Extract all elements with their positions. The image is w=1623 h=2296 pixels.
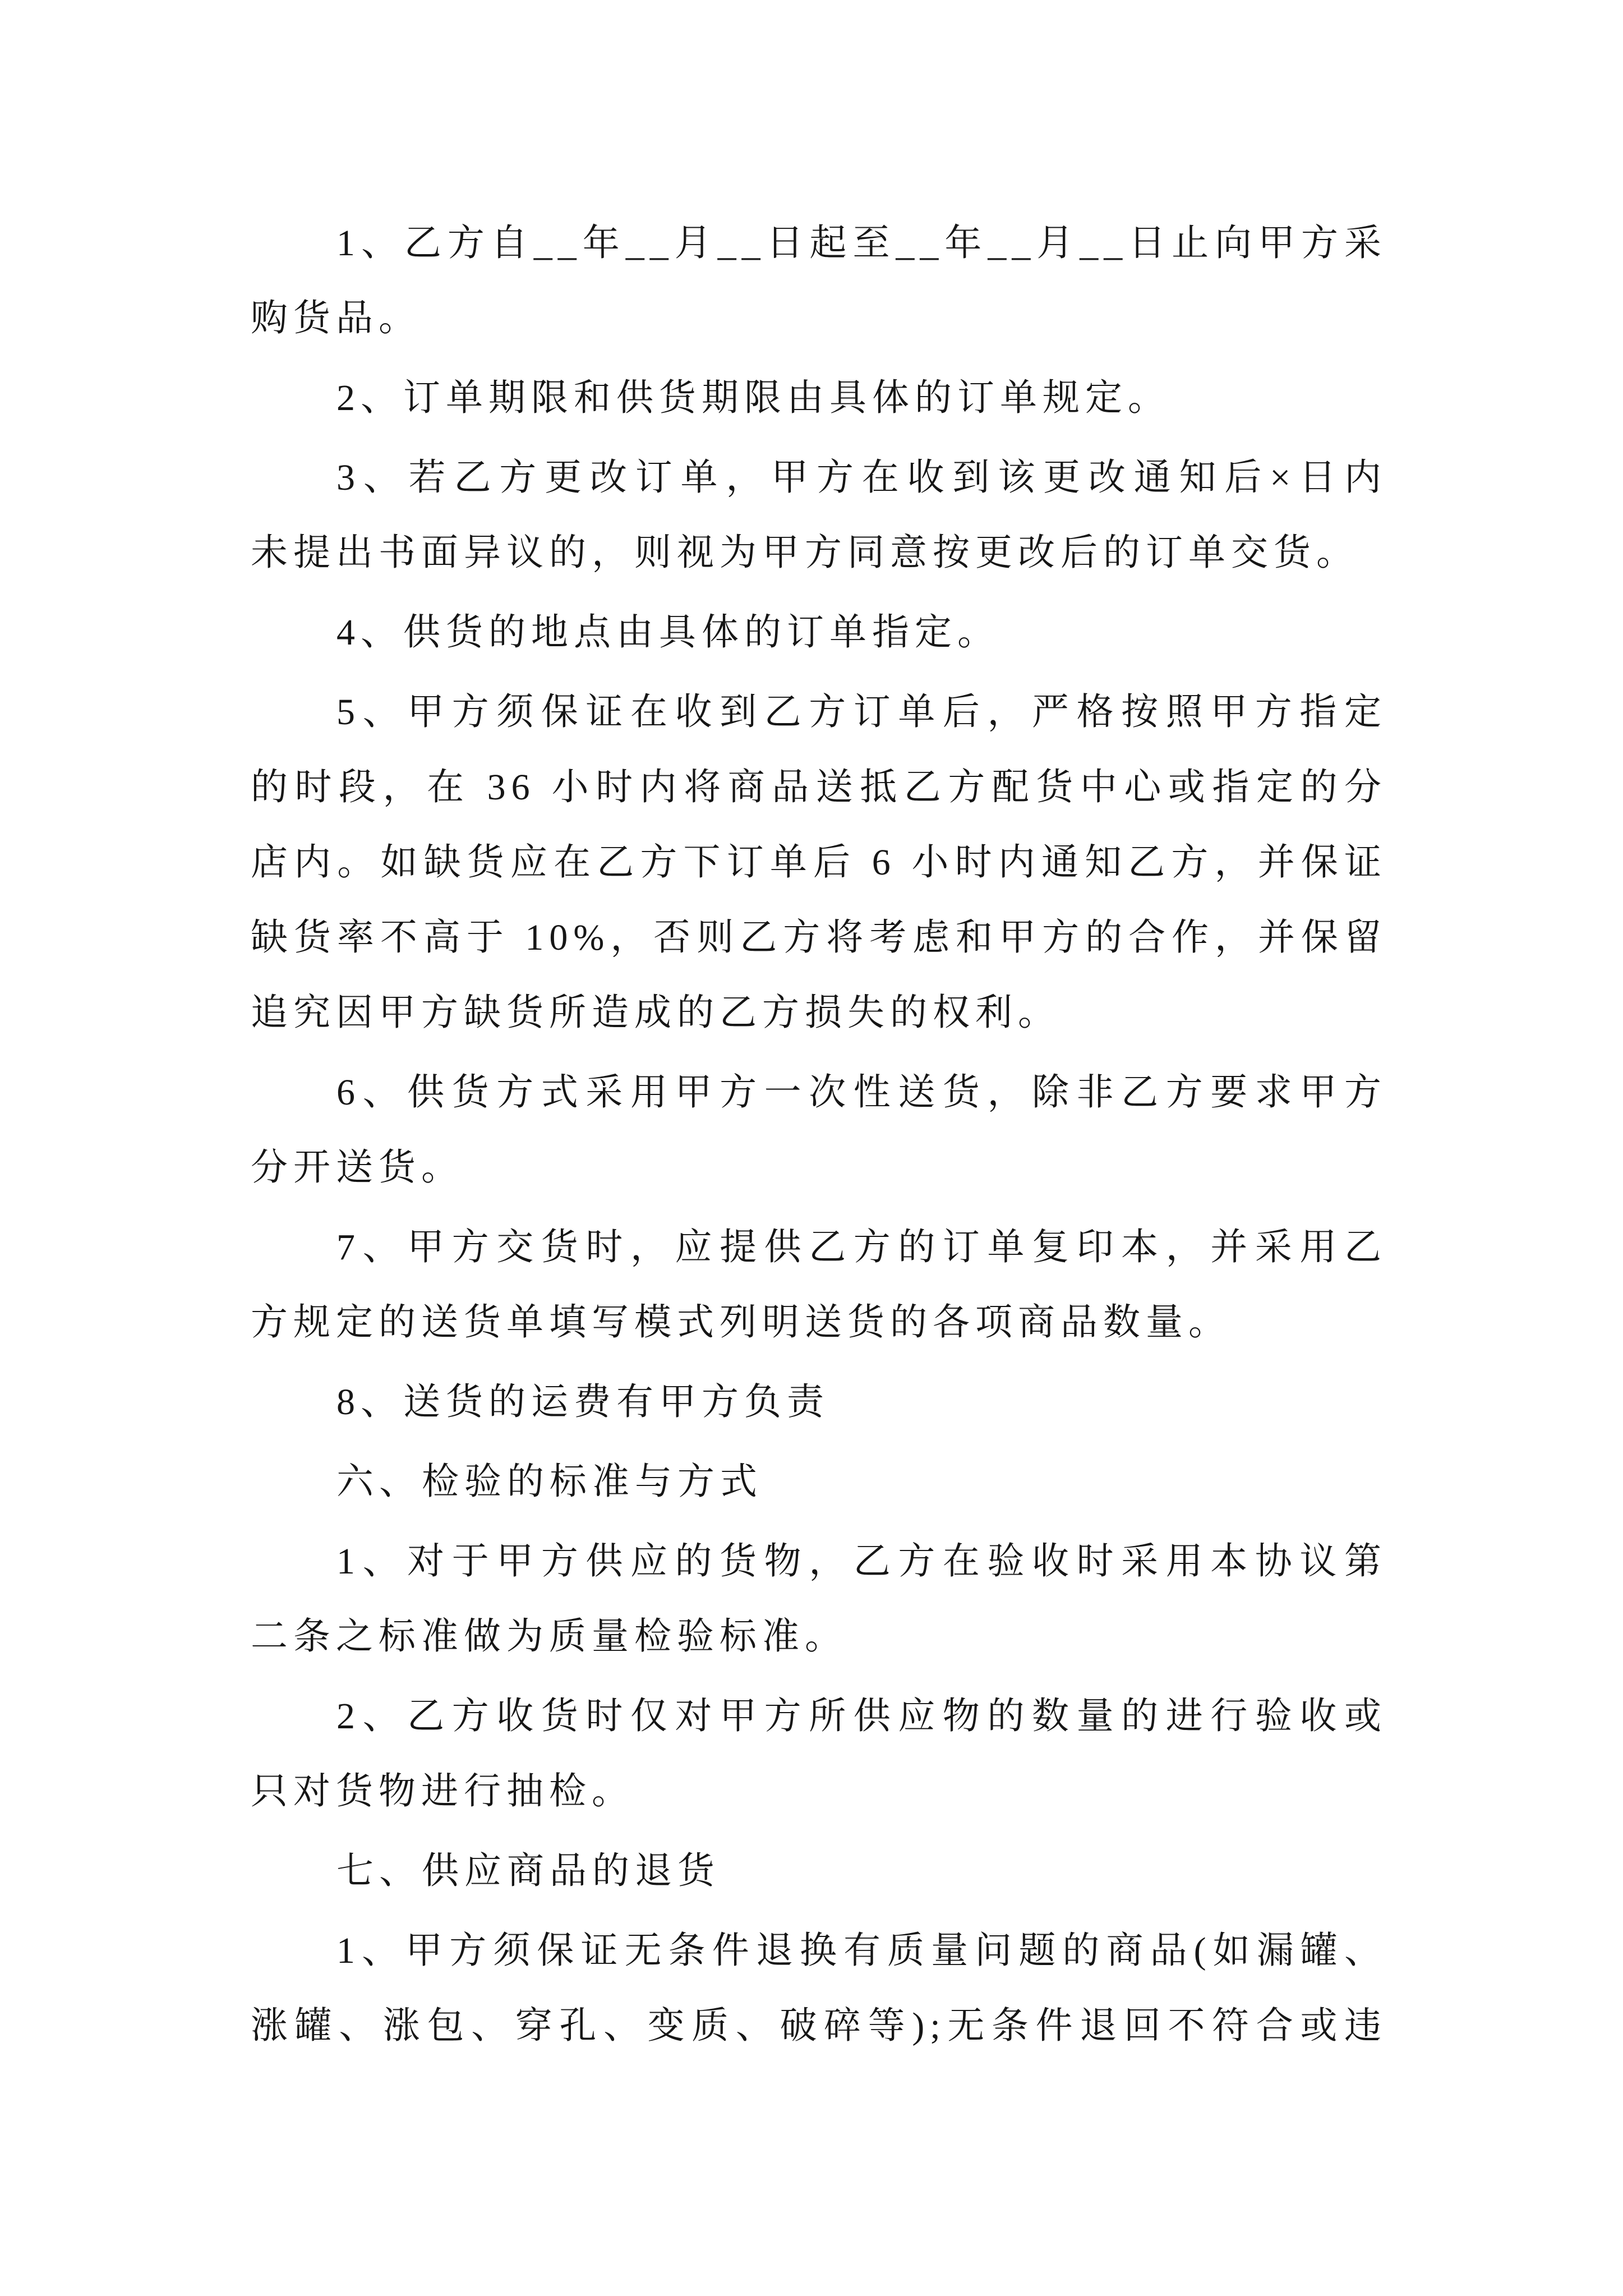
paragraph-line: 2、订单期限和供货期限由具体的订单规定。 [336,378,1170,418]
paragraph-line: 购货品。 [251,298,421,339]
paragraph-line: 1、对于甲方供应的货物，乙方在验收时采用本协议第 [336,1541,1387,1582]
clause-freight-cost [251,1365,1387,1440]
section-heading: 六、检验的标准与方式 [336,1461,763,1502]
clause-receiving-check [251,1679,1387,1829]
paragraph-line: 分开送货。 [251,1147,464,1188]
paragraph-line: 只对货物进行抽检。 [251,1771,634,1812]
clause-inspection-standard [251,1524,1387,1674]
paragraph-line: 5、甲方须保证在收到乙方订单后，严格按照甲方指定 [336,692,1387,733]
paragraph-line: 的时段，在 36 小时内将商品送抵乙方配货中心或指定的分 [251,767,1387,808]
paragraph-line: 8、送货的运费有甲方负责 [336,1382,829,1423]
paragraph-line: 2、乙方收货时仅对甲方所供应物的数量的进行验收或 [336,1696,1387,1737]
clause-delivery-documents [251,1210,1387,1360]
paragraph-line: 1、甲方须保证无条件退换有质量问题的商品(如漏罐、 [336,1930,1387,1971]
clause-purchase-period [251,206,1387,356]
paragraph-line: 店内。如缺货应在乙方下订单后 6 小时内通知乙方，并保证 [251,842,1387,883]
paragraph-line: 缺货率不高于 10%，否则乙方将考虑和甲方的合作，并保留 [251,917,1387,958]
paragraph-line: 方规定的送货单填写模式列明送货的各项商品数量。 [251,1302,1231,1343]
clause-delivery-timing [251,675,1387,1051]
clause-order-terms [251,361,1387,436]
paragraph-line: 涨罐、涨包、穿孔、变质、破碎等);无条件退回不符合或违 [251,2005,1387,2046]
paragraph-line: 6、供货方式采用甲方一次性送货，除非乙方要求甲方 [336,1072,1387,1113]
paragraph-line: 二条之标准做为质量检验标准。 [251,1616,847,1657]
section-heading-returns [251,1834,1387,1909]
clause-delivery-method [251,1055,1387,1205]
paragraph-line: 7、甲方交货时，应提供乙方的订单复印本，并采用乙 [336,1227,1387,1268]
paragraph-line: 1、乙方自__年__月__日起至__年__月__日止向甲方采 [336,223,1387,264]
clause-returns-guarantee [251,1913,1387,2064]
paragraph-line: 追究因甲方缺货所造成的乙方损失的权利。 [251,992,1061,1033]
paragraph-line: 3、若乙方更改订单，甲方在收到该更改通知后×日内 [336,457,1387,498]
paragraph-line: 4、供货的地点由具体的订单指定。 [336,612,1000,653]
clause-delivery-location [251,595,1387,670]
paragraph-line: 未提出书面异议的，则视为甲方同意按更改后的订单交货。 [251,532,1359,573]
section-heading: 七、供应商品的退货 [336,1851,720,1892]
clause-order-changes [251,440,1387,591]
document-body [251,206,1387,2064]
section-heading-inspection [251,1444,1387,1520]
